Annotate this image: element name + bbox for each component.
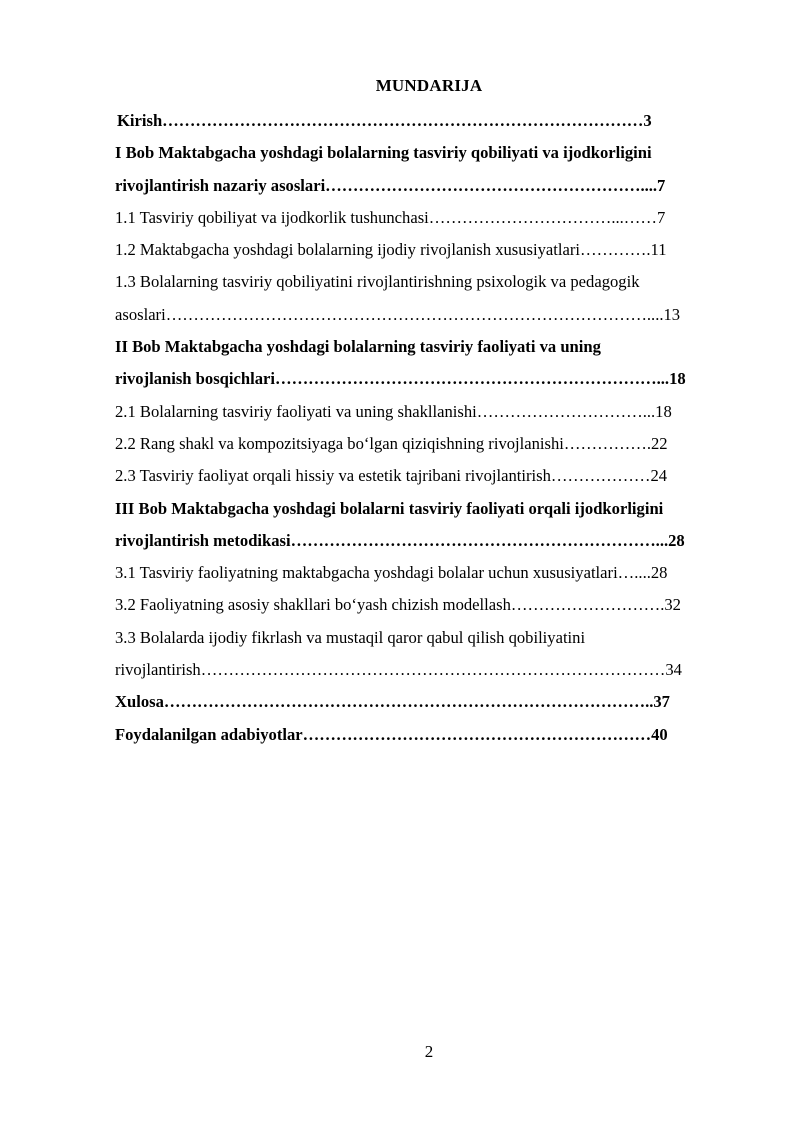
toc-line: 3.2 Faoliyatning asosiy shakllari bo‘yash chizish modellash……………………….32 (115, 595, 681, 615)
toc-line: Xulosa……………………………………………………………………………..37 (115, 692, 670, 712)
toc-line: 3.3 Bolalarda ijodiy fikrlash va mustaqil qaror qabul qilish qobiliyatini (115, 627, 586, 647)
page-number: 2 (424, 1042, 434, 1061)
toc-line: III Bob Maktabgacha yoshdagi bolalarni tasviriy faoliyati orqali ijodkorligini (115, 498, 664, 518)
toc-line: rivojlantirish metodikasi…………………………………………………………...28 (115, 530, 685, 550)
toc-line: 1.2 Maktabgacha yoshdagi bolalarning ijodiy rivojlanish xususiyatlari………….11 (115, 240, 667, 260)
toc-line: II Bob Maktabgacha yoshdagi bolalarning tasviriy faoliyati va uning (115, 337, 601, 357)
toc-line: I Bob Maktabgacha yoshdagi bolalarning tasviriy qobiliyati va ijodkorligini (115, 143, 652, 163)
table-of-contents (115, 105, 745, 751)
toc-line: 1.1 Tasviriy qobiliyat va ijodkorlik tushunchasi……………………………...……7 (115, 207, 666, 227)
toc-line: rivojlanish bosqichlari……………………………………………………………...18 (115, 369, 686, 389)
toc-line: 2.2 Rang shakl va kompozitsiyaga bo‘lgan qiziqishning rivojlanishi…………….22 (115, 433, 668, 453)
toc-line: 3.1 Tasviriy faoliyatning maktabgacha yoshdagi bolalar uchun xususiyatlari…....28 (115, 563, 668, 583)
toc-line: 2.1 Bolalarning tasviriy faoliyati va uning shakllanishi…………………………...18 (115, 401, 672, 421)
toc-line: Foydalanilgan adabiyotlar………………………………………………………40 (115, 724, 668, 744)
page-title: MUNDARIJA (375, 76, 483, 95)
toc-line: 1.3 Bolalarning tasviriy qobiliyatini rivojlantirishning psixologik va pedagogik (115, 272, 640, 292)
toc-line: Kirish……………………………………………………………………………3 (117, 111, 652, 130)
toc-line: asoslari……………………………………………………………………………....13 (115, 304, 681, 324)
toc-line: rivojlantirish…………………………………………………………………………34 (115, 660, 682, 680)
toc-line: rivojlantirish nazariy asoslari…………………………………………………....7 (115, 175, 666, 195)
toc-line: 2.3 Tasviriy faoliyat orqali hissiy va estetik tajribani rivojlantirish………………24 (115, 466, 668, 486)
